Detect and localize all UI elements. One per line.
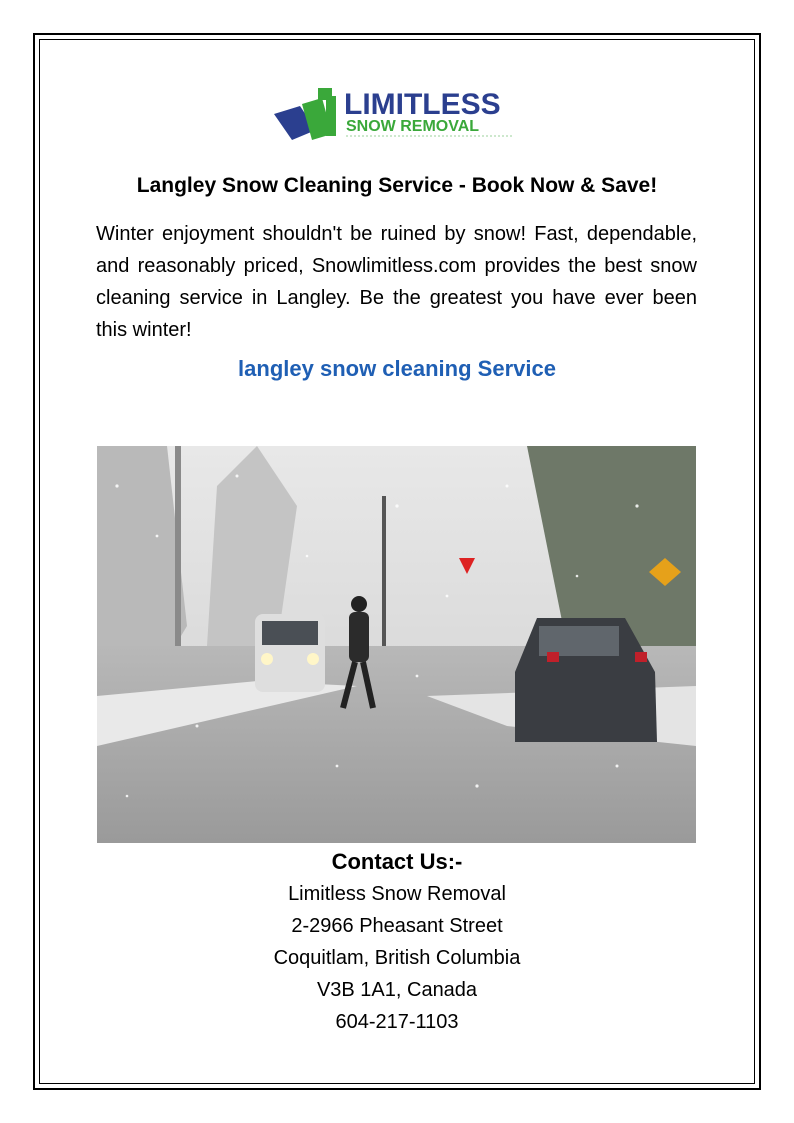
contact-company: Limitless Snow Removal — [288, 883, 506, 905]
contact-heading: Contact Us:- — [331, 849, 463, 874]
contact-phone: 604-217-1103 — [335, 1011, 459, 1033]
contact-postal: V3B 1A1, Canada — [316, 979, 478, 1001]
service-link[interactable]: langley snow cleaning Service — [238, 356, 556, 381]
contact-city: Coquitlam, British Columbia — [273, 947, 521, 969]
page-headline: Langley Snow Cleaning Service - Book Now & Save! — [136, 174, 658, 197]
intro-paragraph: Winter enjoyment shouldn't be ruined by snow! Fast, dependable, and reasonably priced, Snowlimitless.com provides the best snow cleaning service in Langley. Be the greatest you have ever been this winter! — [96, 223, 697, 341]
snowy-street-photo — [97, 446, 696, 843]
logo-text-line1: LIMITLESS — [344, 88, 501, 121]
white-suv — [255, 614, 325, 692]
contact-street: 2-2966 Pheasant Street — [291, 915, 503, 937]
snow-shovel-icon — [274, 88, 336, 140]
logo-text-line2: SNOW REMOVAL — [346, 118, 480, 135]
company-logo — [274, 84, 522, 148]
